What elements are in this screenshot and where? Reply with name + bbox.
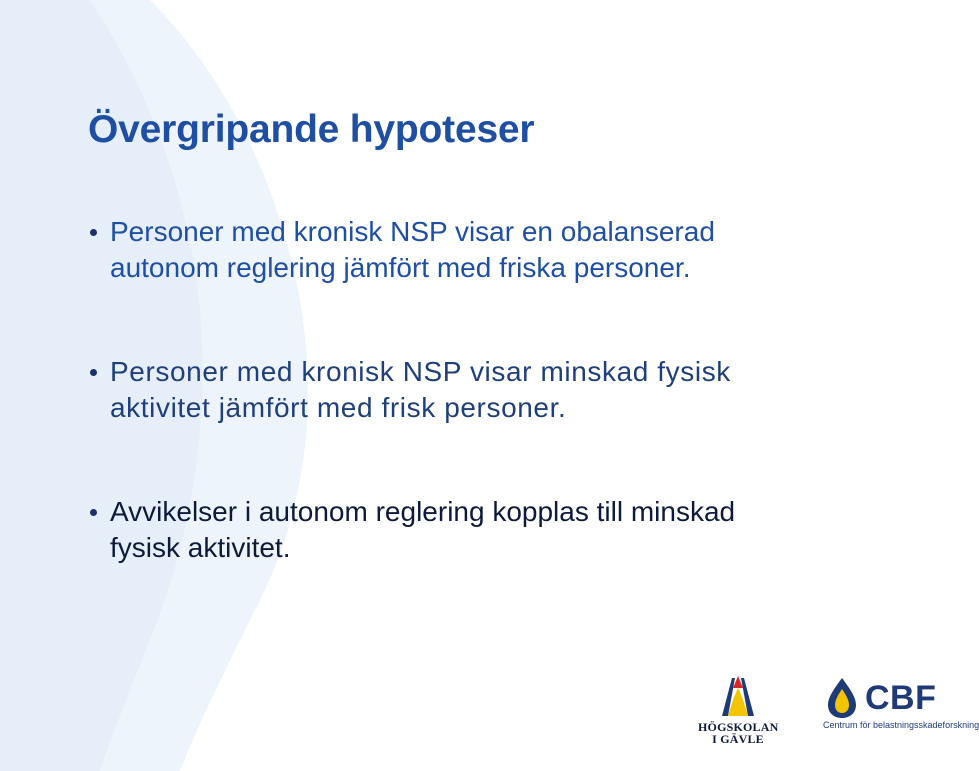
bullet-text-line1: Personer med kronisk NSP visar en obalanserad [110, 216, 715, 247]
bullet-text-line1: Personer med kronisk NSP visar minskad fysisk [110, 356, 731, 387]
cbf-wordmark: CBF [865, 679, 937, 717]
bullet-text-line2: fysisk aktivitet. [110, 532, 291, 563]
hogskolan-name: HÖGSKOLAN [698, 720, 779, 734]
hogskolan-logo [698, 672, 778, 744]
hogskolan-city: I GÄVLE [712, 732, 764, 746]
bullet-dot-icon [90, 509, 97, 516]
bullet-dot-icon [90, 369, 97, 376]
bullet-text-line2: aktivitet jämfört med frisk personer. [110, 392, 567, 423]
hogskolan-emblem-icon [718, 672, 758, 716]
slide-title: Övergripande hypoteser [88, 108, 535, 151]
bullet-item [88, 354, 938, 426]
bullet-item [88, 494, 938, 566]
bullet-text-line1: Avvikelser i autonom reglering kopplas till minskad [110, 496, 736, 527]
cbf-drop-icon [822, 675, 862, 719]
cbf-logo [820, 675, 979, 735]
bullet-item [88, 214, 938, 286]
bullet-dot-icon [90, 229, 97, 236]
bullet-list [88, 214, 938, 566]
cbf-subtitle: Centrum för belastningsskadeforskning [823, 720, 979, 730]
bullet-text-line2: autonom reglering jämfört med friska personer. [110, 252, 691, 283]
